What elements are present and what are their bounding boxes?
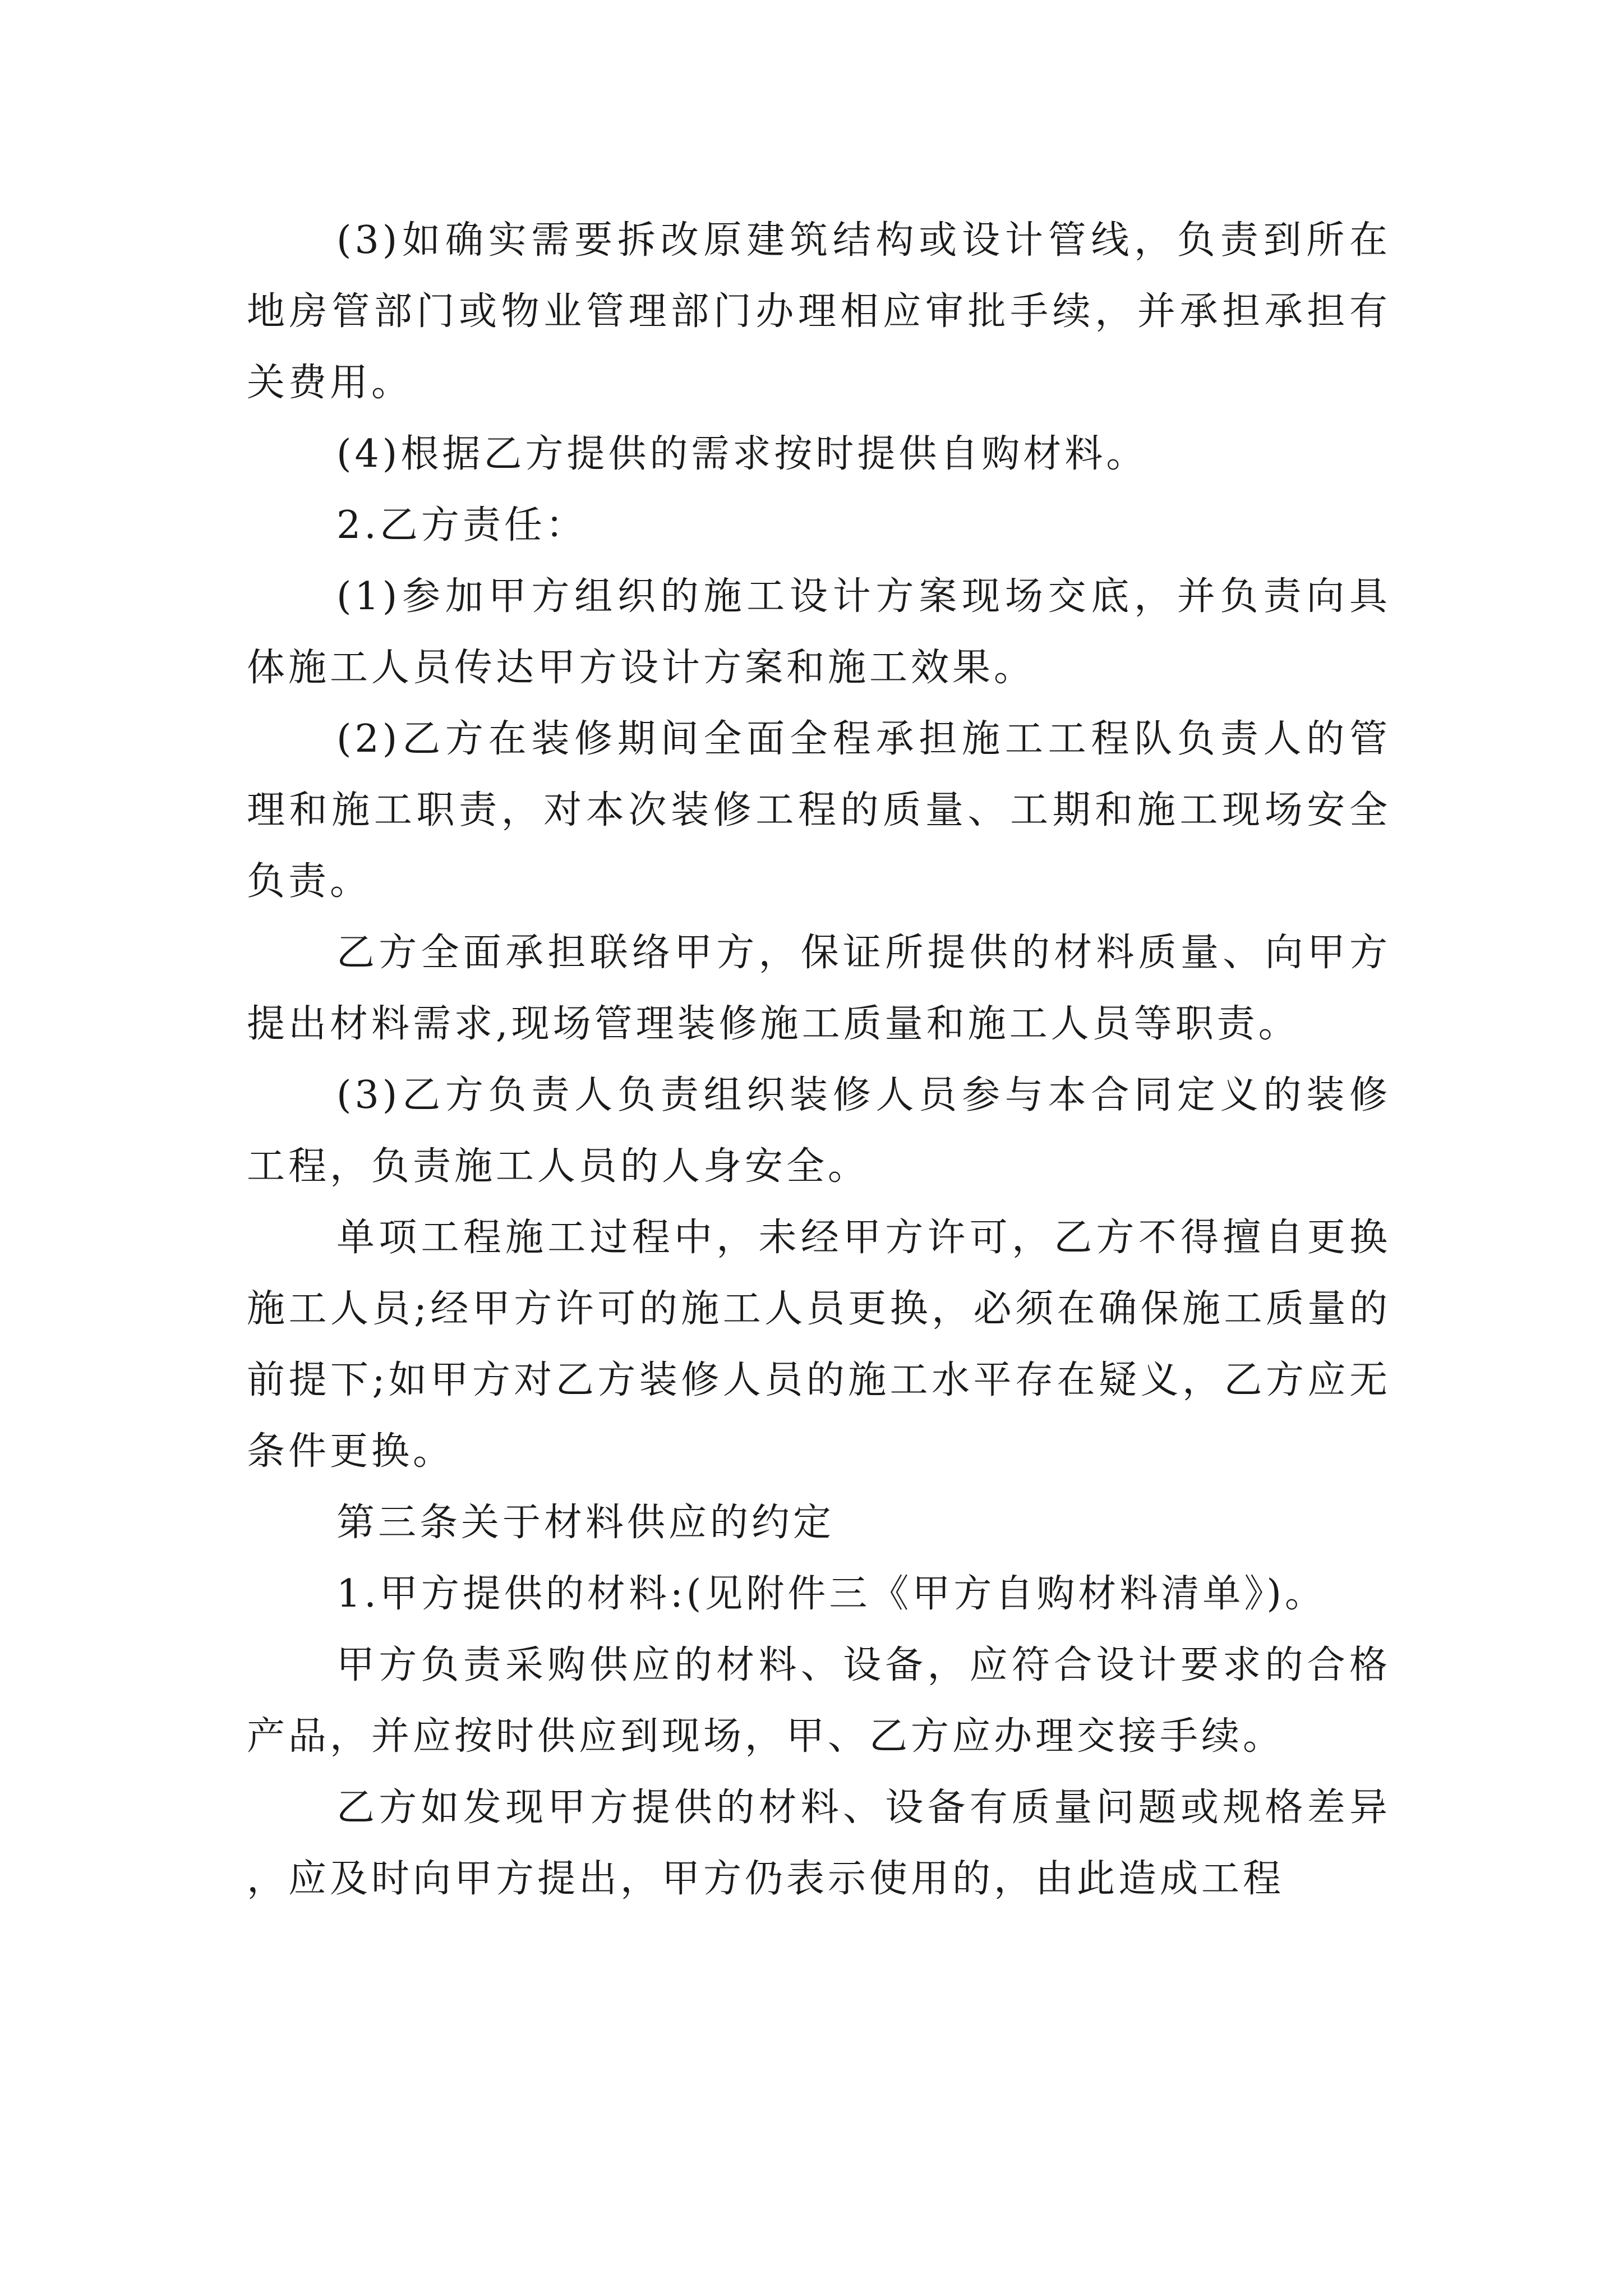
section-heading-party-b: 2.乙方责任：	[336, 503, 587, 547]
paragraph-party-b-2: (2)乙方在装修期间全面全程承担施工工程队负责人的管理和施工职责，对本次装修工程的质量、工期和施工现场安全负责。	[247, 717, 1391, 904]
paragraph-party-b-liaison: 乙方全面承担联络甲方，保证所提供的材料质量、向甲方提出材料需求,现场管理装修施工质量和施工人员等职责。	[247, 931, 1391, 1046]
paragraph-party-b-3: (3)乙方负责人负责组织装修人员参与本合同定义的装修工程，负责施工人员的人身安全。	[247, 1073, 1391, 1189]
paragraph-procurement: 甲方负责采购供应的材料、设备，应符合设计要求的合格产品，并应按时供应到现场，甲、乙方应办理交接手续。	[247, 1643, 1391, 1759]
paragraph-party-b-1: (1)参加甲方组织的施工设计方案现场交底，并负责向具体施工人员传达甲方设计方案和施工效果。	[247, 574, 1391, 690]
article-heading-material-supply: 第三条关于材料供应的约定	[336, 1501, 835, 1545]
paragraph-clause-4-materials: (4)根据乙方提供的需求按时提供自购材料。	[336, 432, 1148, 476]
paragraph-quality-issues: 乙方如发现甲方提供的材料、设备有质量问题或规格差异，应及时向甲方提出，甲方仍表示使用的，由此造成工程	[247, 1786, 1391, 1901]
paragraph-clause-3-approval: (3)如确实需要拆改原建筑结构或设计管线，负责到所在地房管部门或物业管理部门办理相应审批手续，并承担承担有关费用。	[247, 218, 1391, 405]
paragraph-personnel-change: 单项工程施工过程中，未经甲方许可，乙方不得擅自更换施工人员;经甲方许可的施工人员更换，必须在确保施工质量的前提下;如甲方对乙方装修人员的施工水平存在疑义，乙方应无条件更换。	[247, 1216, 1391, 1474]
paragraph-party-a-materials: 1.甲方提供的材料:(见附件三《甲方自购材料清单》)。	[336, 1572, 1326, 1616]
document-body	[247, 205, 1391, 1915]
